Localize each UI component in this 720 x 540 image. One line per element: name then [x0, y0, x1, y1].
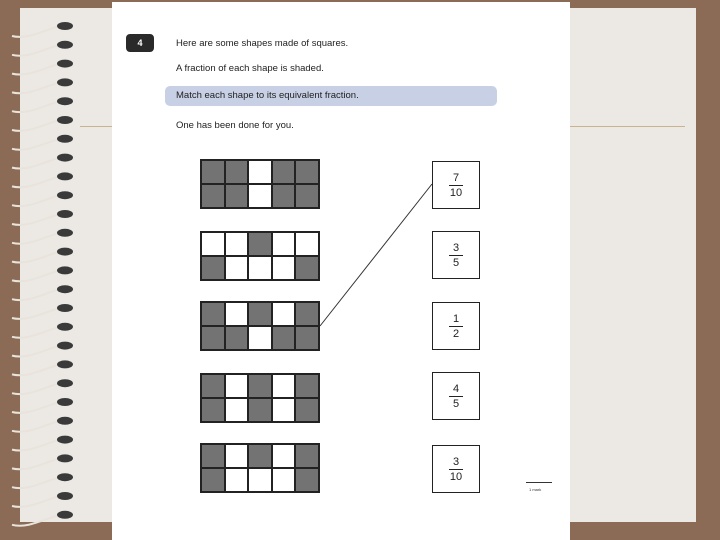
unshaded-square	[225, 398, 249, 422]
spiral-hole	[57, 473, 73, 481]
unshaded-square	[225, 444, 249, 468]
spiral-hole	[57, 172, 73, 180]
spiral-hole	[57, 22, 73, 30]
shaded-square	[201, 374, 225, 398]
shaded-square	[248, 232, 272, 256]
shaded-square	[248, 374, 272, 398]
spiral-hole	[57, 379, 73, 387]
shaded-square	[295, 302, 319, 326]
fraction-numerator: 3	[452, 241, 460, 254]
unshaded-square	[272, 444, 296, 468]
spiral-ring	[12, 327, 60, 338]
shape-1[interactable]	[200, 159, 320, 209]
spiral-hole	[57, 248, 73, 256]
match-lines	[112, 2, 570, 540]
spiral-ring	[12, 383, 60, 394]
fraction-bar	[449, 255, 463, 256]
unshaded-square	[225, 256, 249, 280]
spiral-hole	[57, 398, 73, 406]
unshaded-square	[248, 256, 272, 280]
spiral-hole	[57, 285, 73, 293]
unshaded-square	[225, 468, 249, 492]
shaded-square	[201, 302, 225, 326]
unshaded-square	[272, 256, 296, 280]
spiral-ring	[12, 402, 60, 413]
marks-label: 1 mark	[529, 487, 542, 492]
spiral-hole	[57, 492, 73, 500]
spiral-ring	[12, 233, 60, 244]
spiral-ring	[12, 64, 60, 75]
unshaded-square	[201, 232, 225, 256]
spiral-ring	[12, 214, 60, 225]
spiral-ring	[12, 176, 60, 187]
question-text-1: Here are some shapes made of squares.	[176, 38, 349, 49]
fraction-box-1[interactable]	[432, 161, 480, 209]
unshaded-square	[225, 374, 249, 398]
shape-2[interactable]	[200, 231, 320, 281]
spiral-ring	[12, 458, 60, 469]
spiral-hole	[57, 454, 73, 462]
spiral-ring	[12, 252, 60, 263]
spiral-ring	[12, 308, 60, 319]
spiral-hole	[57, 116, 73, 124]
fraction-numerator: 4	[452, 382, 460, 395]
shaded-square	[225, 326, 249, 350]
shaded-square	[272, 184, 296, 208]
spiral-hole	[57, 342, 73, 350]
shaded-square	[201, 160, 225, 184]
shaded-square	[201, 398, 225, 422]
spiral-hole	[57, 191, 73, 199]
spiral-ring	[12, 139, 60, 150]
spiral-hole	[57, 436, 73, 444]
spiral-ring	[12, 158, 60, 169]
spiral-ring	[12, 515, 60, 526]
spiral-hole	[57, 78, 73, 86]
shaded-square	[295, 374, 319, 398]
spiral-hole	[57, 135, 73, 143]
shaded-square	[201, 468, 225, 492]
unshaded-square	[295, 232, 319, 256]
spiral-ring	[12, 26, 60, 37]
example-match-line	[320, 184, 432, 326]
spiral-ring	[12, 346, 60, 357]
fraction-box-3[interactable]	[432, 302, 480, 350]
unshaded-square	[248, 160, 272, 184]
spiral-ring	[12, 82, 60, 93]
spiral-ring	[12, 421, 60, 432]
shaded-square	[295, 184, 319, 208]
spiral-binding	[0, 0, 90, 540]
fraction-box-5[interactable]	[432, 445, 480, 493]
fraction-denominator: 2	[452, 327, 460, 340]
unshaded-square	[248, 184, 272, 208]
spiral-ring	[12, 120, 60, 131]
shaded-square	[295, 468, 319, 492]
shaded-square	[295, 444, 319, 468]
fraction-bar	[449, 396, 463, 397]
question-text-4: One has been done for you.	[176, 120, 294, 131]
spiral-ring	[12, 477, 60, 488]
question-number: 4	[126, 34, 154, 52]
fraction-denominator: 5	[452, 256, 460, 269]
fraction-bar	[449, 469, 463, 470]
fraction-box-4[interactable]	[432, 372, 480, 420]
shape-3[interactable]	[200, 301, 320, 351]
shape-5[interactable]	[200, 443, 320, 493]
spiral-hole	[57, 210, 73, 218]
fraction-numerator: 7	[452, 171, 460, 184]
unshaded-square	[225, 302, 249, 326]
unshaded-square	[272, 302, 296, 326]
shaded-square	[225, 184, 249, 208]
spiral-ring	[12, 289, 60, 300]
shaded-square	[248, 398, 272, 422]
spiral-ring	[12, 440, 60, 451]
unshaded-square	[272, 232, 296, 256]
shaded-square	[272, 160, 296, 184]
unshaded-square	[248, 468, 272, 492]
shaded-square	[201, 326, 225, 350]
worksheet	[112, 2, 570, 540]
shaded-square	[201, 256, 225, 280]
spiral-hole	[57, 229, 73, 237]
fraction-bar	[449, 185, 463, 186]
unshaded-square	[272, 374, 296, 398]
spiral-ring	[12, 364, 60, 375]
spiral-hole	[57, 97, 73, 105]
fraction-box-2[interactable]	[432, 231, 480, 279]
unshaded-square	[272, 398, 296, 422]
fraction-numerator: 3	[452, 455, 460, 468]
spiral-hole	[57, 360, 73, 368]
spiral-ring	[12, 496, 60, 507]
spiral-ring	[12, 195, 60, 206]
shaded-square	[295, 398, 319, 422]
shaded-square	[201, 444, 225, 468]
unshaded-square	[225, 232, 249, 256]
spiral-hole	[57, 323, 73, 331]
shaded-square	[201, 184, 225, 208]
unshaded-square	[272, 468, 296, 492]
fraction-denominator: 10	[449, 186, 463, 199]
spiral-ring	[12, 101, 60, 112]
spiral-hole	[57, 60, 73, 68]
shaded-square	[295, 256, 319, 280]
shaded-square	[295, 160, 319, 184]
unshaded-square	[248, 326, 272, 350]
spiral-hole	[57, 511, 73, 519]
instruction-text: Match each shape to its equivalent fraction.	[176, 90, 359, 101]
spiral-hole	[57, 154, 73, 162]
spiral-ring	[12, 270, 60, 281]
fraction-denominator: 5	[452, 397, 460, 410]
shaded-square	[248, 444, 272, 468]
question-text-2: A fraction of each shape is shaded.	[176, 63, 324, 74]
spiral-hole	[57, 41, 73, 49]
shaded-square	[248, 302, 272, 326]
spiral-hole	[57, 266, 73, 274]
shaded-square	[295, 326, 319, 350]
fraction-bar	[449, 326, 463, 327]
spiral-hole	[57, 417, 73, 425]
marks-line	[526, 482, 552, 483]
shape-4[interactable]	[200, 373, 320, 423]
shaded-square	[272, 326, 296, 350]
shaded-square	[225, 160, 249, 184]
fraction-denominator: 10	[449, 470, 463, 483]
fraction-numerator: 1	[452, 312, 460, 325]
spiral-hole	[57, 304, 73, 312]
spiral-ring	[12, 45, 60, 56]
